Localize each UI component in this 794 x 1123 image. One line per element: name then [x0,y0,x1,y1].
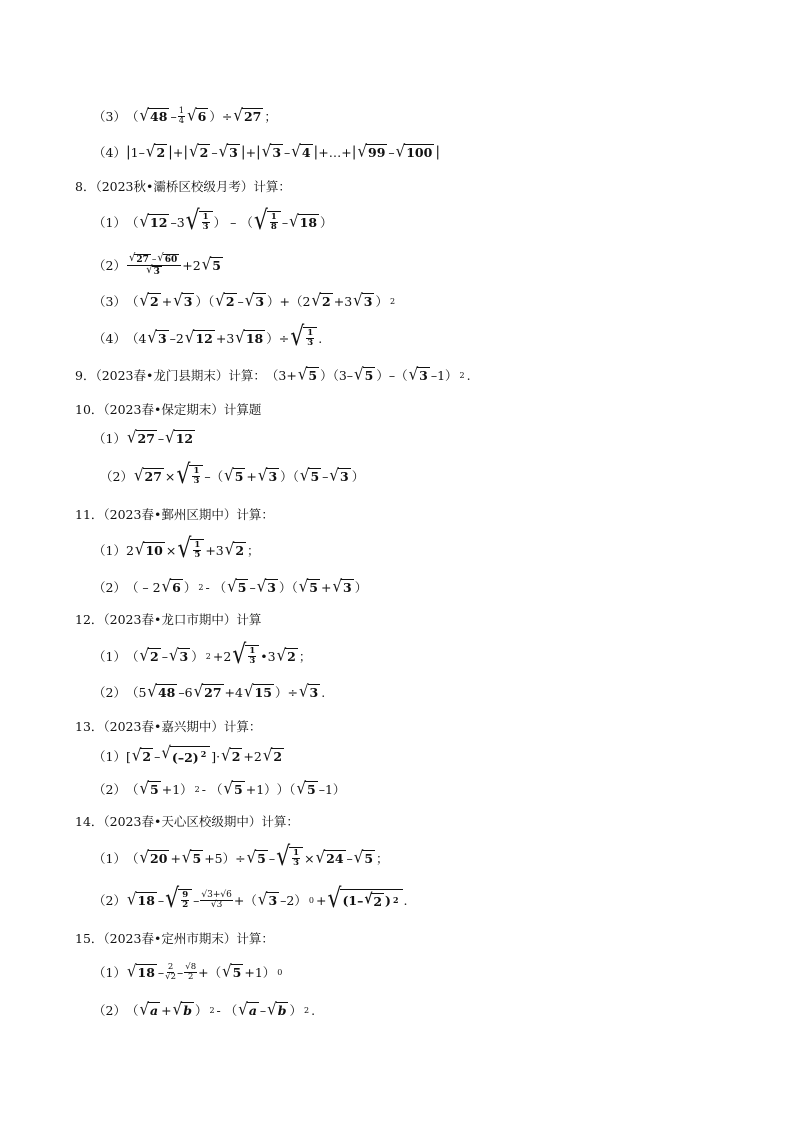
sqrt: √ 3 [244,290,265,310]
q13-title: 13．（2023春•嘉兴期中）计算： [75,719,262,734]
sqrt: √ 18 [126,889,155,909]
operator: – [211,144,218,160]
operator: – [322,468,329,484]
exponent: 2 [389,296,396,306]
punctuation: ； [264,109,277,124]
term: +2 [212,648,232,664]
sqrt: √ 6 [161,576,181,596]
operator: × [165,542,177,558]
abs-bar: | [313,144,319,160]
q10-title: 10．（2023春•保定期末）计算题 [75,402,262,417]
paren: ）（ [276,782,296,797]
fraction: $\frac{2}{√2}$ [165,961,177,982]
sqrt: √ 12 [165,427,194,447]
sqrt: √ (1– √ 2 ) 2 [327,889,402,911]
operator: – [177,964,184,980]
abs-bar: | [435,144,441,160]
paren: ） [375,294,388,309]
sqrt: √ 18 [289,211,318,231]
term: –1） [430,368,458,383]
paren: ）（ [280,469,299,484]
part-number: （3） [93,294,126,309]
q8-part4 [93,324,322,352]
q10-part1 [93,424,196,452]
term: ）（3– [320,368,354,383]
term: +1） [244,965,276,980]
operator: - （ [205,580,227,595]
abs-bar: | [183,144,189,160]
operator: – [161,648,168,664]
operator: – [281,214,289,230]
term: +2 [243,748,262,764]
part-number: （1） [93,965,126,980]
q15-title: 15．（2023春•定州市期末）计算： [75,931,274,946]
q7-part4 [93,138,440,166]
sqrt: √ 3 [408,364,428,384]
operator: – [284,144,291,160]
sqrt: √ 3 [218,141,238,161]
term: +3 [215,330,235,346]
sqrt: √ 3 [256,576,276,596]
sqrt: √ 12 [184,327,213,347]
paren: （ [125,294,139,309]
operator: + [172,144,184,160]
sqrt: √ 4 [291,141,311,161]
term: –2 [169,330,184,346]
part-number: （1） [93,543,126,558]
sqrt: √ 3 [261,141,282,161]
sqrt: √ 27 [126,427,155,447]
paren: ） [289,1003,302,1018]
paren: ） [320,215,333,230]
sqrt: √ 6 [187,105,207,125]
operator: ÷ [221,108,233,124]
part-number: （2） [100,469,133,484]
term: +1） [161,782,193,797]
sqrt: √ 20 [139,847,168,867]
q14-title: 14．（2023春•天心区校级期中）计算： [75,814,299,829]
exponent: 0 [308,895,314,905]
sqrt: √ 100 [395,141,433,161]
sqrt: √ (–2) $^2$ [161,746,210,765]
q8-part1 [93,208,333,236]
sqrt: √ 5 [224,465,244,485]
operator: + [245,144,257,160]
sqrt: √ a [238,999,257,1019]
term: （ – 2 [125,580,161,595]
sqrt: √ 3 [353,290,373,310]
punctuation: ； [247,543,260,558]
operator: – [259,1002,267,1018]
term: +3 [205,542,224,558]
term: –3 [170,214,185,230]
operator: – [346,850,353,866]
q12-part2 [93,678,325,706]
sqrt: √ 5 [227,576,247,596]
sqrt: √ 3 [257,889,278,909]
exponent: 0 [277,967,283,977]
sqrt: √ 12 [139,211,168,231]
sqrt: √ 5 [298,576,318,596]
paren: （ [125,215,139,230]
sqrt: √ 2 [139,290,159,310]
abs-bar: | [351,144,357,160]
q15-part1 [93,958,284,986]
sqrt: √ 27 [193,681,222,701]
sqrt: √ 2 [276,645,296,665]
sqrt: √ 15 [243,681,272,701]
sqrt: √ 27 [133,465,162,485]
paren: ） [351,469,365,484]
sqrt: √ 2 [224,539,245,559]
term: –1） [318,782,346,797]
q10-part2 [100,462,364,490]
q8-part2 [93,251,224,279]
part-number: （2） [93,782,126,797]
question-title: 9．（2023春•龙门县期末）计算： [75,368,266,383]
abs-bar: | [256,144,261,160]
sqrt: √ 5 [223,778,243,798]
part-number: （1） [93,215,126,230]
sqrt: √ 24 [315,847,344,867]
part-number: （4） [93,331,126,346]
part-number: （4） [93,145,126,160]
sqrt: √ 5 [299,465,320,485]
term: –2） [280,893,307,908]
exponent: 2 [209,1005,215,1015]
operator: - （ [216,1003,238,1018]
term: –（ [204,469,224,484]
q12-part1 [93,642,311,670]
paren: ） [209,109,222,124]
term: （5 [125,685,147,700]
term: （3+ [265,368,297,383]
paren: ） [191,649,204,664]
paren: （ [125,649,139,664]
sqrt-fraction: √ $\frac{1}{3}$ [232,645,259,667]
sqrt: √ 48 [147,681,176,701]
operator: – [268,850,276,866]
term: +4 [224,684,243,700]
operator: · [216,748,221,764]
sqrt: √ a [139,999,159,1019]
sqrt: √ 5 [353,847,374,867]
part-number: （1） [93,851,126,866]
exponent: 2 [459,370,465,380]
operator: + [321,579,332,595]
operator: – [154,748,161,764]
punctuation: ； [376,851,389,866]
sqrt: √ 99 [357,141,386,161]
part-number: （1） [93,649,126,664]
sqrt: √ 2 [311,290,331,310]
punctuation: . [466,367,471,383]
sqrt: √ 3 [257,465,278,485]
paren: ） [194,1003,208,1018]
sqrt: √ 2 [189,141,209,161]
fraction: $\frac{√8}{2}$ [185,961,197,982]
q7-part3 [93,102,277,130]
term: +2 [182,257,201,273]
operator: - （ [201,782,223,797]
term: ）+（2 [267,294,311,309]
term: +5 [204,850,223,866]
q12-title: 12．（2023春•龙口市期中）计算 [75,612,262,627]
q14-part1 [93,844,389,872]
sqrt-fraction: √ $\frac{9}{2}$ [165,889,192,911]
sqrt: √ 5 [139,778,159,798]
q15-part2 [93,996,315,1024]
sqrt: √ 2 [215,290,235,310]
part-number: （1） [93,749,126,764]
abs-bar: | [240,144,246,160]
bracket: ] [211,748,217,764]
paren: ）（ [195,294,215,309]
sqrt-fraction: √ $\frac{1}{5}$ [177,539,204,561]
operator: – [237,293,244,309]
operator: + [246,468,257,484]
operator: × [304,850,315,866]
operator: – [157,430,165,446]
term: +1） [245,782,277,797]
sqrt: √ 5 [246,847,266,867]
part-number: （2） [93,1003,126,1018]
paren: （ [125,782,139,797]
exponent: 2 [194,784,200,794]
q11-part2 [93,573,367,601]
punctuation: . [318,330,323,346]
operator: × [164,468,176,484]
operator: + [161,293,173,309]
part-number: （2） [93,685,126,700]
operator: – [157,892,165,908]
sqrt: √ 2 [139,645,159,665]
exponent: 2 [198,582,204,592]
paren: ）（ [278,580,298,595]
operator: – [170,108,177,124]
operator: – [388,144,395,160]
sqrt: √ 5 [222,961,242,981]
fraction: $\frac{1}{4}$ [178,105,185,126]
part-number: （3） [93,109,126,124]
q8-title: 8．（2023秋•灞桥区校级月考）计算： [75,179,291,194]
sqrt: √ 3 [147,327,167,347]
part-number: （2） [93,893,126,908]
term: ）÷ [274,685,298,700]
sqrt: √ 27 [233,105,262,125]
paren: （ [240,215,253,230]
q14-part2 [93,886,408,914]
term: +（ [198,965,222,980]
sqrt: √ 18 [235,327,264,347]
abs-bar: | [125,144,131,160]
sqrt: √ b [267,999,287,1019]
punctuation: . [321,684,326,700]
sqrt: √ 3 [168,645,189,665]
sqrt: √ 48 [139,105,168,125]
term: ）–（ [376,368,408,383]
operator: – [193,892,200,908]
abs-bar: | [168,144,173,160]
operator: – [157,964,165,980]
q11-title: 11．（2023春•鄞州区期中）计算： [75,507,274,522]
sqrt: √ 5 [201,254,221,274]
sqrt-fraction: √ $\frac{1}{3}$ [186,211,213,233]
term: +（ [233,893,257,908]
sqrt: √ 2 [262,745,283,765]
operator: – [230,214,237,230]
sqrt: √ 10 [134,539,163,559]
term: ）÷ [222,851,246,866]
term: 2 [125,542,134,558]
sqrt: √ 5 [296,778,316,798]
operator: + [161,1002,172,1018]
term: 1– [130,144,145,160]
q13-part1 [93,742,285,770]
fraction: √ 27 – √ 60 √ 3 [127,254,181,277]
term: •3 [260,648,276,664]
sqrt: √ 3 [173,290,193,310]
sqrt-fraction: √ $\frac{1}{3}$ [290,327,317,349]
sqrt-fraction: √ $\frac{1}{8}$ [254,211,281,233]
paren: ） [183,580,197,595]
punctuation: . [403,892,408,908]
q8-part3 [93,287,397,315]
term: ）÷ [266,331,290,346]
part-number: （2） [93,258,126,273]
ellipsis: +…+ [318,144,352,160]
operator: + [315,892,327,908]
q11-part1 [93,536,260,564]
bracket: [ [125,748,131,764]
sqrt: √ 2 [131,745,152,765]
sqrt: √ 3 [329,465,349,485]
paren: （ [125,1003,139,1018]
sqrt: √ 18 [126,961,155,981]
sqrt: √ 3 [298,681,319,701]
paren: （ [125,851,139,866]
fraction: $\frac{√3+√6}{√3}$ [201,889,232,910]
exponent: 2 [304,1005,310,1015]
punctuation: ； [298,649,312,664]
paren: （ [125,109,139,124]
operator: – [249,579,256,595]
sqrt: √ 3 [332,576,352,596]
operator: + [170,850,181,866]
part-number: （2） [93,580,126,595]
sqrt: √ b [172,999,192,1019]
sqrt-fraction: √ $\frac{1}{3}$ [276,847,303,869]
exponent: 2 [205,651,211,661]
sqrt: √ 5 [181,847,202,867]
term: +3 [333,293,353,309]
sqrt-fraction: √ $\frac{1}{3}$ [176,465,203,487]
term: –6 [178,684,193,700]
sqrt: √ 2 [221,745,241,765]
q9 [75,361,471,389]
part-number: （1） [93,431,126,446]
punctuation: . [311,1002,316,1018]
sqrt: √ 5 [354,364,374,384]
term: （4 [125,331,147,346]
sqrt: √ 5 [297,364,318,384]
paren: ） [354,580,368,595]
paren: ） [213,215,227,230]
q13-part2 [93,775,345,803]
sqrt: √ 2 [145,141,166,161]
